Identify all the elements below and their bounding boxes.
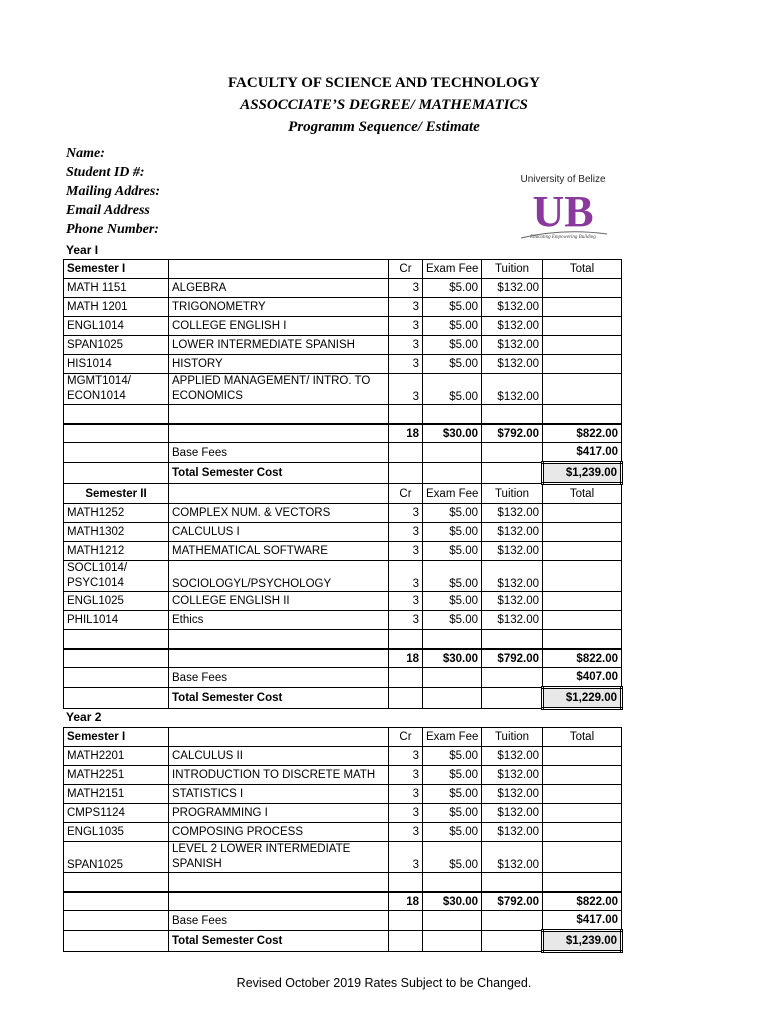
logo-mark: UB	[532, 187, 594, 236]
degree-title: ASSOCCIATE’S DEGREE/ MATHEMATICS	[240, 97, 528, 113]
semester-sum-row: 18 $30.00 $792.00 $822.00	[64, 649, 622, 668]
mailing-address-field-label: Mailing Addres:	[66, 184, 160, 199]
faculty-title: FACULTY OF SCIENCE AND TECHNOLOGY	[228, 75, 540, 91]
table-row: CMPS1124 PROGRAMMING I 3 $5.00 $132.00	[64, 804, 622, 823]
cr-header: Cr	[389, 260, 423, 279]
tuition-header: Tuition	[482, 260, 543, 279]
year-1-semester-1-table	[63, 259, 623, 710]
university-logo	[503, 168, 623, 248]
table-row: SPAN1025 LEVEL 2 LOWER INTERMEDIATE SPANISH 3 $5.00 $132.00	[64, 842, 622, 873]
table-header-row: Semester I Cr Exam Fee Tuition Total	[64, 728, 622, 747]
logo-tagline: Educating Empowering Building	[530, 235, 596, 240]
base-fees-row: Base Fees $417.00	[64, 443, 622, 463]
document-header	[0, 72, 768, 138]
table-row: SOCL1014/ PSYC1014 SOCIOLOGYL/PSYCHOLOGY 3 $5.00 $132.00	[64, 561, 622, 592]
table-row: MATH 1201 TRIGONOMETRY 3 $5.00 $132.00	[64, 298, 622, 317]
year-2-semester-1-table	[63, 727, 623, 953]
table-row: ENGL1035 COMPOSING PROCESS 3 $5.00 $132.00	[64, 823, 622, 842]
table-row: MATH 1151 ALGEBRA 3 $5.00 $132.00	[64, 279, 622, 298]
table-row: MATH1252 COMPLEX NUM. & VECTORS 3 $5.00 $132.00	[64, 504, 622, 523]
revision-note: Revised October 2019 Rates Subject to be Changed.	[236, 976, 532, 990]
table-row: ENGL1025 COLLEGE ENGLISH II 3 $5.00 $132.00	[64, 592, 622, 611]
table-row: MATH1212 MATHEMATICAL SOFTWARE 3 $5.00 $132.00	[64, 542, 622, 561]
table-row: ENGL1014 COLLEGE ENGLISH I 3 $5.00 $132.00	[64, 317, 622, 336]
total-header: Total	[543, 260, 622, 279]
semester-label: Semester II	[64, 484, 169, 504]
base-fees-row: Base Fees $417.00	[64, 911, 622, 931]
table-header-row	[64, 260, 622, 279]
table-row: MATH1302 CALCULUS I 3 $5.00 $132.00	[64, 523, 622, 542]
table-row: MATH2251 INTRODUCTION TO DISCRETE MATH 3 $5.00 $132.00	[64, 766, 622, 785]
total-semester-cost-row: Total Semester Cost $1,239.00	[64, 463, 622, 484]
name-field-label: Name:	[66, 146, 105, 161]
table-row: HIS1014 HISTORY 3 $5.00 $132.00	[64, 355, 622, 374]
semester-sum-row: 18 $30.00 $792.00 $822.00	[64, 892, 622, 911]
logo-university-name: University of Belize	[520, 174, 606, 185]
table-row: PHIL1014 Ethics 3 $5.00 $132.00	[64, 611, 622, 630]
blank-row	[64, 873, 622, 893]
year-1-label: Year I	[66, 243, 99, 257]
blank-row	[64, 630, 622, 650]
email-field-label: Email Address	[66, 203, 150, 218]
semester-label: Semester I	[64, 260, 169, 279]
sequence-title: Programm Sequence/ Estimate	[288, 119, 480, 135]
total-semester-cost-row: Total Semester Cost $1,239.00	[64, 931, 622, 952]
table-row: MATH2151 STATISTICS I 3 $5.00 $132.00	[64, 785, 622, 804]
blank-row	[64, 405, 622, 425]
table-header-row: Semester II Cr Exam Fee Tuition Total	[64, 484, 622, 504]
table-row: MATH2201 CALCULUS II 3 $5.00 $132.00	[64, 747, 622, 766]
semester-label: Semester I	[64, 728, 169, 747]
phone-field-label: Phone Number:	[66, 222, 159, 237]
table-row: MGMT1014/ ECON1014 APPLIED MANAGEMENT/ INTRO. TO ECONOMICS 3 $5.00 $132.00	[64, 374, 622, 405]
year-2-label: Year 2	[66, 710, 102, 724]
exam-fee-header: Exam Fee	[423, 260, 482, 279]
student-id-field-label: Student ID #:	[66, 165, 145, 180]
base-fees-row: Base Fees $407.00	[64, 668, 622, 688]
table-row: SPAN1025 LOWER INTERMEDIATE SPANISH 3 $5.00 $132.00	[64, 336, 622, 355]
total-semester-cost-row: Total Semester Cost $1,229.00	[64, 688, 622, 709]
semester-sum-row: 18 $30.00 $792.00 $822.00	[64, 424, 622, 443]
student-info-fields	[66, 144, 160, 239]
